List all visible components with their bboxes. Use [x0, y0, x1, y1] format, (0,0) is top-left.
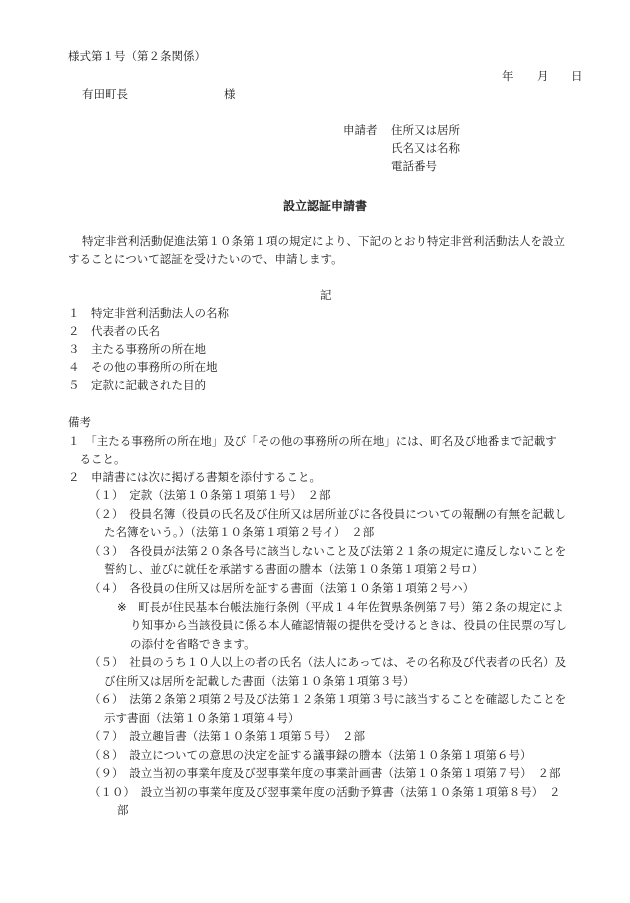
notes-heading: 備考 — [68, 415, 91, 429]
note-line: （３） 各役員が法第２０条各号に該当しないこと及び法第２１条の規定に違反しないことを — [89, 544, 567, 558]
list-item: ３ 主たる事務所の所在地 — [68, 342, 206, 356]
note-line: １ 「主たる事務所の所在地」及び「その他の事務所の所在地」には、町名及び地番まで記載す — [68, 434, 557, 448]
note-line: （９） 設立当初の事業年度及び翌事業年度の事業計画書（法第１０条第１項第７号） ２部 — [89, 766, 561, 780]
note-line: ２ 申請書には次に掲げる書類を添付すること。 — [68, 470, 321, 484]
note-line: り知事から当該役員に係る本人確認情報の提供を受けるときは、役員の住民票の写し — [130, 618, 567, 632]
addressee-name: 有田町長 — [82, 87, 128, 101]
list-item: ２ 代表者の氏名 — [68, 324, 160, 338]
note-line: び住所又は居所を記載した書面（法第１０条第１項第３号） — [104, 674, 415, 688]
applicant-phone: 電話番号 — [391, 159, 437, 173]
date-year: 年 — [502, 69, 514, 83]
note-line: （４） 各役員の住所又は居所を証する書面（法第１０条第１項第２号ハ） — [89, 581, 475, 595]
applicant-address: 住所又は居所 — [391, 123, 460, 137]
note-line: た名簿をいう。）（法第１０条第１項第２号イ） ２部 — [104, 525, 375, 539]
date-day: 日 — [571, 69, 583, 83]
note-line: （８） 設立についての意思の決定を証する議事録の謄本（法第１０条第１項第６号） — [89, 748, 532, 762]
note-line: 示す書面（法第１０条第１項第４号） — [104, 711, 300, 725]
note-line: （６） 法第２条第２項第２号及び法第１２条第１項第３号に該当することを確認したことを — [89, 692, 567, 706]
applicant-label: 申請者 — [343, 123, 378, 137]
intro-line: することについて認証を受けたいので、申請します。 — [68, 252, 343, 266]
list-item: １ 特定非営利活動法人の名称 — [68, 306, 229, 320]
applicant-name: 氏名又は名称 — [391, 141, 460, 155]
list-item: ５ 定款に記載された目的 — [68, 378, 206, 392]
form-label: 様式第１号（第２条関係） — [68, 49, 206, 63]
note-line: （７） 設立趣旨書（法第１０条第１項第５号） ２部 — [89, 729, 365, 743]
note-line: （２） 役員名簿（役員の氏名及び住所又は居所並びに各役員についての報酬の有無を記載し — [89, 507, 567, 521]
note-line: の添付を省略できます。 — [130, 637, 256, 651]
note-line: ること。 — [68, 452, 126, 466]
note-line: ※ 町長が住民基本台帳法施行条例（平成１４年佐賀県条例第７号）第２条の規定によ — [117, 600, 564, 614]
document-title: 設立認証申請書 — [283, 199, 368, 213]
note-line: 誓約し、並びに就任を承諾する書面の謄本（法第１０条第１項第２号ロ） — [104, 562, 484, 576]
note-line: （１０） 設立当初の事業年度及び翌事業年度の活動予算書（法第１０条第１項第８号） ２ — [89, 785, 561, 799]
intro-line: 特定非営利活動促進法第１０条第１項の規定により、下記のとおり特定非営利活動法人を設立 — [82, 234, 565, 248]
ki-marker: 記 — [320, 288, 332, 302]
note-line: （５） 社員のうち１０人以上の者の氏名（法人にあっては、その名称及び代表者の氏名）及 — [89, 655, 567, 669]
note-line: （１） 定款（法第１０条第１項第１号） ２部 — [89, 488, 331, 502]
note-line: 部 — [117, 803, 129, 817]
date-month: 月 — [537, 69, 549, 83]
addressee-honorific: 様 — [224, 87, 236, 101]
list-item: ４ その他の事務所の所在地 — [68, 360, 218, 374]
